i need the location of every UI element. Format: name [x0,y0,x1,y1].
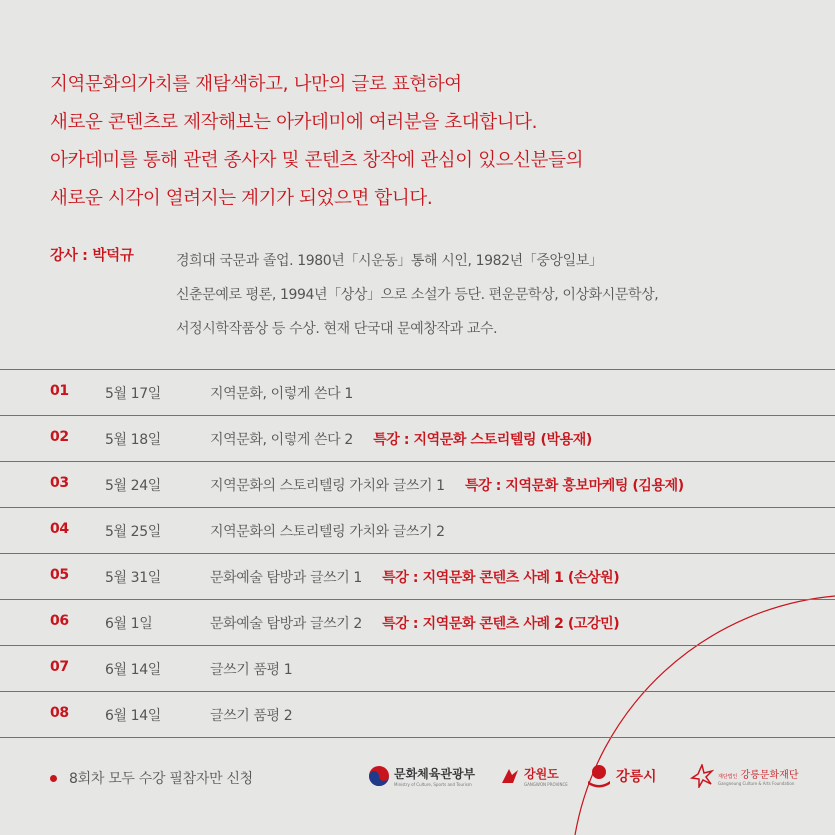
schedule-table [0,369,835,738]
bio-line: 서정시학작품상 등 수상. 현재 단국대 문예창작과 교수. [176,321,498,337]
logo-foundation-prefix: 재단법인 [718,774,738,780]
intro-text [50,66,790,218]
schedule-row [0,691,835,738]
session-number: 08 [50,705,69,721]
session-topic: 글쓰기 품평 2 [210,708,293,724]
schedule-row [0,507,835,553]
schedule-row [0,415,835,461]
session-title [210,383,353,403]
session-date: 5월 18일 [105,432,161,448]
bullet-icon [50,775,57,782]
session-number: 05 [50,567,69,583]
schedule-row [0,369,835,415]
schedule-row [0,461,835,507]
logo-gangneung [586,756,657,796]
session-topic: 지역문화의 스토리텔링 가치와 글쓰기 1 [210,478,445,494]
session-number: 06 [50,613,69,629]
logo-gangwon [500,756,568,796]
sponsor-logos [368,756,818,796]
logo-mcst-name: 문화체육관광부 [394,767,476,781]
logo-foundation [690,756,798,796]
intro-line: 새로운 시각이 열려지는 계기가 되었으면 합니다. [50,188,433,209]
session-date: 6월 14일 [105,708,161,724]
foundation-star-icon [690,764,714,788]
session-title [210,705,292,725]
gangwon-mark-icon [500,766,520,786]
session-date: 5월 25일 [105,524,161,540]
lecturer-bio [176,244,796,346]
schedule-row [0,553,835,599]
logo-foundation-sub: Gangneung Culture & Arts Foundation [718,781,795,786]
footer-note-text: 8회차 모두 수강 필참자만 신청 [69,771,253,787]
session-number: 07 [50,659,69,675]
session-topic: 지역문화, 이렇게 쓴다 1 [210,386,353,402]
session-number: 02 [50,429,69,445]
logo-gangneung-name: 강릉시 [616,769,657,785]
intro-line: 아카데미를 통해 관련 종사자 및 콘텐츠 창작에 관심이 있으신분들의 [50,150,584,171]
lecturer-label: 강사 : 박덕규 [50,248,134,264]
logo-gangwon-name: 강원도 [524,767,559,781]
footer-note [50,768,253,788]
intro-line: 지역문화의가치를 재탐색하고, 나만의 글로 표현하여 [50,74,462,95]
session-topic: 문화예술 탐방과 글쓰기 2 [210,616,362,632]
session-date: 6월 1일 [105,616,153,632]
session-date: 5월 31일 [105,570,161,586]
logo-mcst-sub: Ministry of Culture, Sports and Tourism [394,782,472,787]
session-topic: 지역문화의 스토리텔링 가치와 글쓰기 2 [210,524,445,540]
session-topic: 문화예술 탐방과 글쓰기 1 [210,570,362,586]
schedule-row [0,599,835,645]
session-title [210,659,292,679]
session-title [210,567,619,587]
special-lecture: 특강 : 지역문화 홍보마케팅 (김용제) [464,478,684,494]
special-lecture: 특강 : 지역문화 콘텐츠 사례 1 (손상원) [382,570,620,586]
session-date: 5월 17일 [105,386,161,402]
logo-foundation-name: 강릉문화재단 [740,770,799,781]
bio-line: 신춘문예로 평론, 1994년「상상」으로 소설가 등단. 편운문학상, 이상화시문학상, [176,287,659,303]
session-number: 03 [50,475,69,491]
session-number: 01 [50,383,69,399]
intro-line: 새로운 콘텐츠로 제작해보는 아카데미에 여러분을 초대합니다. [50,112,538,133]
bio-line: 경희대 국문과 졸업. 1980년「시운동」통해 시인, 1982년「중앙일보」 [176,253,603,269]
session-date: 6월 14일 [105,662,161,678]
session-date: 5월 24일 [105,478,161,494]
schedule-row [0,645,835,691]
session-topic: 지역문화, 이렇게 쓴다 2 [210,432,353,448]
special-lecture: 특강 : 지역문화 스토리텔링 (박용재) [373,432,592,448]
logo-mcst [368,756,475,796]
session-number: 04 [50,521,69,537]
session-title [210,429,592,449]
gangneung-emblem-icon [586,763,612,789]
session-title [210,475,684,495]
logo-gangwon-sub: GANGWON PROVINCE [524,782,568,787]
session-title [210,613,619,633]
special-lecture: 특강 : 지역문화 콘텐츠 사례 2 (고강민) [382,616,620,632]
session-topic: 글쓰기 품평 1 [210,662,293,678]
session-title [210,521,445,541]
taegeuk-icon [368,765,390,787]
